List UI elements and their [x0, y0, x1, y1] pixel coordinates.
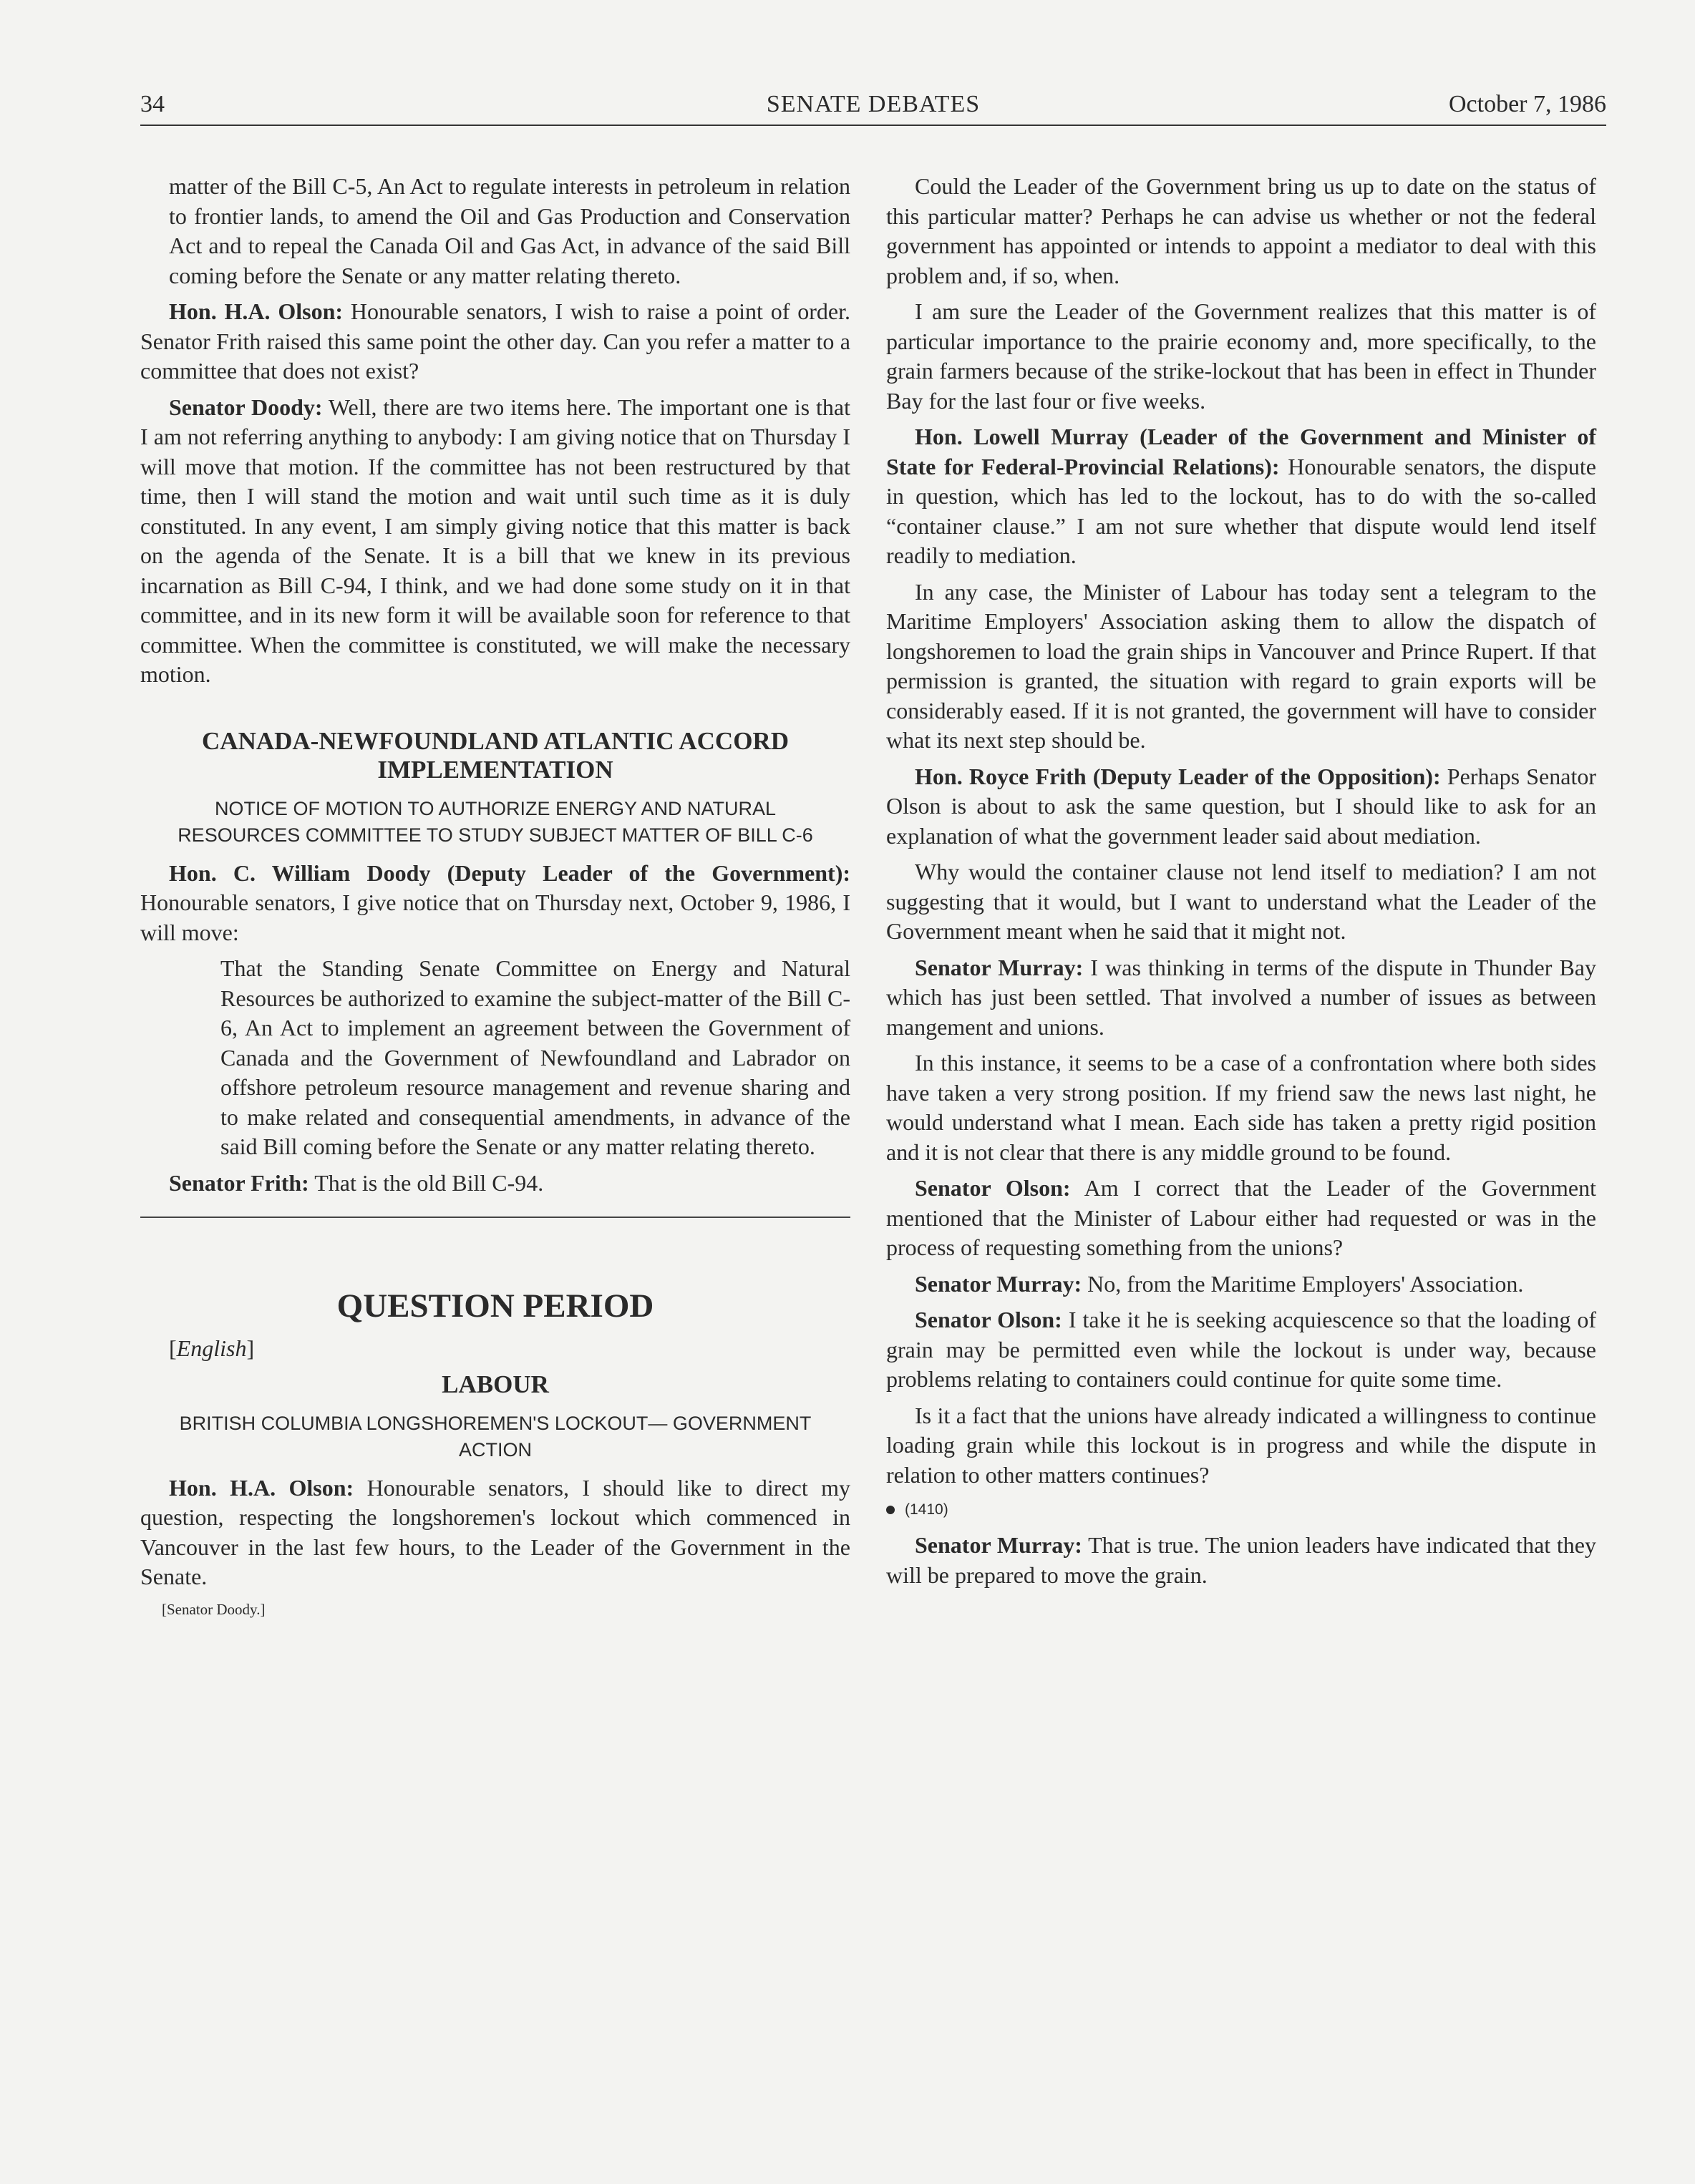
speech-murray-final [886, 1531, 1596, 1590]
speech-murray [886, 1269, 1596, 1300]
speech-frith [140, 1169, 850, 1199]
section-divider [140, 1217, 850, 1218]
speaker-name: Hon. Lowell Murray (Leader of the Government and Minister of State for Federal-Provincial Relations): [886, 424, 1596, 479]
speaker-name: Senator Doody: [169, 394, 323, 420]
speech-olson-point-of-order [140, 297, 850, 386]
speech-olson-question [140, 1473, 850, 1592]
speech-murray [886, 953, 1596, 1043]
publication-title: SENATE DEBATES [766, 91, 981, 117]
language-marker: [English] [169, 1335, 255, 1361]
question-period-heading: QUESTION PERIOD [336, 1287, 654, 1325]
speech-text: I take it he is seeking acquiescence so that the loading of grain may be permitted even while the lockout is under way, because problems relating to containers could continue for quite some time. [886, 1307, 1597, 1392]
speech-text: Well, there are two items here. The important one is that I am not referring anything to anybody: I am giving notice that on Thursday I will move that motion. If the committee has not been restructured by that time, then I will stand the motion and wait until such time as it is duly constituted. In any event, I am simply giving notice that this matter is back on the agenda of the Senate. It is a bill that we knew in its previous incarnation as Bill C-94, I think, and we had done some study on it in that committee, and in its new form it will be available soon for reference to that committee. When the committee is constituted, we will make the necessary motion. [140, 394, 851, 687]
speech-text: I was thinking in terms of the dispute in Thunder Bay which has just been settled. That involved a number of issues as between mangement and unions. [886, 954, 1597, 1040]
speaker-name: Hon. C. William Doody (Deputy Leader of the Government): [169, 859, 850, 886]
speech-text: Honourable senators, the dispute in question, which has led to the lockout, has to do with the so-called “container clause.” I am not sure whether that dispute would lend itself readily to mediation. [886, 453, 1597, 568]
paragraph: Why would the container clause not lend itself to mediation? I am not suggesting that it would, but I want to understand what the Leader of the Government meant when he said that it might not. [886, 859, 1596, 944]
paragraph: In this instance, it seems to be a case of a confrontation where both sides have taken a very strong position. If my friend saw the news last night, he would understand what I mean. Each side has taken a pretty rigid position and it is not clear that there is any middle ground to be found. [886, 1050, 1596, 1165]
motion-quote: That the Standing Senate Committee on Energy and Natural Resources be authorized to examine the subject-matter of the Bill C-6, An Act to implement an agreement between the Government of Canada and the Government of Newfoundland and Labrador on offshore petroleum resource management and revenue sharing and to make related and consequential amendments, in advance of the said Bill coming before the Senate or any matter relating thereto. [220, 955, 850, 1159]
speech-text: Honourable senators, I wish to raise a point of order. Senator Frith raised this same point the other day. Can you refer a matter to a committee that does not exist? [140, 298, 851, 384]
speaker-name: Senator Olson: [915, 1307, 1062, 1332]
section-subheading: NOTICE OF MOTION TO AUTHORIZE ENERGY AND NATURAL RESOURCES COMMITTEE TO STUDY SUBJECT MATTER OF BILL C-6 [178, 797, 813, 846]
running-footnote: [Senator Doody.] [162, 1600, 266, 1618]
speaker-name: Hon. H.A. Olson: [169, 1474, 354, 1501]
paragraph: I am sure the Leader of the Government realizes that this matter is of particular importance to the prairie economy and, more specifically, to the grain farmers because of the strike-lockout that has been in effect in Thunder Bay for the last four or five weeks. [886, 298, 1596, 414]
speech-text: Perhaps Senator Olson is about to ask the same question, but I should like to ask for an explanation of what the government leader said about mediation. [886, 763, 1597, 849]
speaker-name: Senator Murray: [915, 954, 1084, 980]
speech-text: No, from the Maritime Employers' Association. [1082, 1270, 1524, 1297]
page-number: 34 [140, 91, 165, 117]
speaker-name: Hon. H.A. Olson: [169, 298, 344, 324]
time-stamp: (1410) [905, 1501, 948, 1518]
speaker-name: Hon. Royce Frith (Deputy Leader of the Opposition): [915, 763, 1441, 789]
speech-text: Honourable senators, I give notice that on Thursday next, October 9, 1986, I will move: [140, 889, 850, 945]
language-word: English [176, 1335, 247, 1361]
speaker-name: Senator Murray: [915, 1270, 1082, 1297]
section-heading: CANADA-NEWFOUNDLAND ATLANTIC ACCORD IMPLEMENTATION [202, 726, 789, 784]
paragraph: Could the Leader of the Government bring us up to date on the status of this particular matter? Perhaps he can advise us whether or not the federal government has appointed or intends to appoint a mediator to deal with this problem and, if so, when. [886, 173, 1596, 288]
paragraph: Is it a fact that the unions have already indicated a willingness to continue loading grain while this lockout is in progress and while the dispute in relation to other matters continues? [886, 1402, 1596, 1488]
labour-heading: LABOUR [442, 1370, 549, 1398]
speaker-name: Senator Olson: [915, 1175, 1071, 1201]
speaker-name: Senator Frith: [169, 1169, 309, 1196]
speech-text: Am I correct that the Leader of the Government mentioned that the Minister of Labour either had requested or was in the process of requesting something from the unions? [886, 1175, 1597, 1260]
labour-subheading: BRITISH COLUMBIA LONGSHOREMEN'S LOCKOUT— GOVERNMENT ACTION [179, 1412, 812, 1461]
time-marker [886, 1496, 1596, 1524]
bullet-icon [886, 1506, 895, 1514]
speech-text: That is the old Bill C-94. [309, 1169, 544, 1196]
speech-text: That is true. The union leaders have indicated that they will be prepared to move the grain. [886, 1532, 1597, 1588]
speech-olson [886, 1174, 1596, 1263]
speech-murray-reply [886, 422, 1596, 571]
speech-text: Honourable senators, I should like to direct my question, respecting the longshoremen's lockout which commenced in Vancouver in the last few hours, to the Leader of the Government in the Senate. [140, 1474, 851, 1589]
speaker-name: Senator Murray: [915, 1532, 1082, 1558]
issue-date: October 7, 1986 [1448, 91, 1606, 117]
speech-frith-question [886, 762, 1596, 852]
paragraph: In any case, the Minister of Labour has today sent a telegram to the Maritime Employers' Association asking them to allow the dispatch of longshoremen to load the grain ships in Vancouver and Prince Rupert. If that permission is granted, the situation with regard to grain exports will be considerably eased. If it is not granted, the government will have to consider what its next step should be. [886, 578, 1596, 753]
page-header [140, 84, 1606, 126]
speech-doody-reply [140, 393, 850, 690]
left-column [140, 172, 850, 1620]
continued-paragraph: matter of the Bill C-5, An Act to regulate interests in petroleum in relation to frontier lands, to amend the Oil and Gas Production and Conservation Act and to repeal the Canada Oil and Gas Act, in advance of the said Bill coming before the Senate or any matter relating thereto. [169, 173, 850, 288]
speech-doody-notice [140, 859, 850, 948]
speech-olson [886, 1305, 1596, 1395]
right-column [886, 172, 1596, 1596]
